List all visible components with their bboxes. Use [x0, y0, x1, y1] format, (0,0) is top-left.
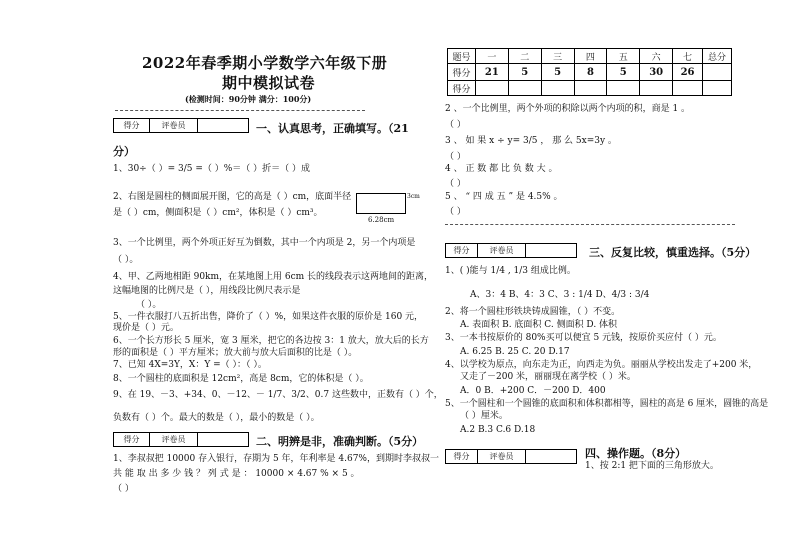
s1-q3-line2: （ ）。 [113, 255, 139, 265]
score-table-blank [703, 81, 732, 96]
s3-q4-options: A．0 B．+200 C．－200 D．400 [460, 386, 606, 396]
score-table-header: 七 [673, 49, 703, 64]
s1-q5-line1: 5、一件衣服打八五折出售，降价了（ ）%，如果这件衣服的原价是 160 元， [113, 312, 424, 322]
section1-title-cont: 分） [113, 145, 135, 158]
score-box-label-score: 得分 [446, 244, 478, 257]
exam-subtitle: 期中模拟试卷 [222, 74, 316, 92]
score-box-blank [526, 450, 576, 463]
s1-q6-line1: 6、一个长方形长 5 厘米，宽 3 厘米，把它的各边按 3：1 放大，放大后的长方 [113, 336, 429, 346]
s1-q4-line1: 4、甲、乙两地相距 90km，在某地图上用 6cm 长的线段表示这两地间的距离， [113, 272, 434, 282]
s2-q4-line1: 4 、 正 数 都 比 负 数 大 。 [445, 164, 558, 174]
s3-q4-line1: 4、以学校为原点，向东走为正，向西走为负。丽丽从学校出发走了+200 米， [445, 360, 758, 370]
score-table-value [703, 64, 732, 81]
s1-q2-line1: 2、右图是圆柱的侧面展开图，它的高是（ ）cm，底面半径 [113, 192, 352, 202]
score-box-blank [198, 433, 248, 446]
score-table-header: 二 [508, 49, 541, 64]
score-table-value: 26 [673, 64, 703, 81]
score-box-section4 [445, 449, 577, 464]
s1-q3-line1: 3、一个比例里，两个外项正好互为倒数，其中一个内项是 2，另一个内项是 [113, 238, 416, 248]
score-table-row-label: 得分 [448, 81, 476, 96]
score-table-blank [541, 81, 574, 96]
divider-right [445, 224, 735, 225]
s2-q2-line1: 2 、一个比例里，两个外项的积除以两个内项的积，商是 1 。 [445, 104, 691, 114]
s3-q2: 2、将一个圆柱形铁块铸成圆锥，（ ）不变。 [445, 307, 621, 317]
score-table-header: 五 [607, 49, 640, 64]
score-table-blank [475, 81, 508, 96]
score-table-value: 21 [475, 64, 508, 81]
s2-q1-line2: 共 能 取 出 多 少 钱 ？ 列 式 是 ： 10000 × 4.67 % × 5 。 [113, 469, 360, 479]
score-table [447, 48, 732, 96]
s1-q9-line2: 负数有（ ）个。最大的数是（ ），最小的数是（ ）。 [113, 413, 320, 423]
s2-q1-answer: （ ） [113, 484, 134, 494]
cylinder-net-rectangle [356, 193, 406, 214]
s2-q3-line1: 3 、 如 果 x ÷ y= 3/5 ， 那 么 5x=3y 。 [445, 136, 617, 146]
score-table-value: 30 [640, 64, 673, 81]
s1-q7: 7、已知 4X=3Y，X：Y =（ ）：（ ）。 [113, 360, 267, 370]
score-table-value: 5 [607, 64, 640, 81]
divider-top-left [115, 110, 365, 111]
exam-title: 2022年春季期小学数学六年级下册 [142, 54, 388, 72]
s3-q5-line2: （ ）厘米。 [460, 411, 508, 421]
s2-q4-line2: （ ） [445, 179, 466, 189]
score-table-row-label: 得分 [448, 64, 476, 81]
score-table-header-row [448, 49, 732, 64]
s3-q2-options: A. 表面积 B. 底面积 C. 侧面积 D. 体积 [460, 320, 618, 330]
s1-q1: 1、30÷（ ）= 3/5 =（ ）%＝（ ）折＝（ ）成 [113, 164, 311, 174]
s1-q8: 8、一个圆柱的底面积是 12cm²，高是 8cm，它的体积是（ ）。 [113, 374, 369, 384]
s2-q2-line2: （ ） [445, 120, 466, 130]
s3-q5-options: A.2 B.3 C.6 D.18 [460, 425, 536, 435]
score-box-blank [526, 244, 576, 257]
score-table-value: 5 [541, 64, 574, 81]
cylinder-net-height-label: 3cm [407, 193, 420, 200]
score-table-header: 一 [475, 49, 508, 64]
s3-q1: 1、( )能与 1/4 , 1/3 组成比例。 [445, 266, 576, 276]
s1-q2-line2: 是（ ）cm，侧面积是（ ）cm²，体积是（ ）cm³。 [113, 208, 323, 218]
score-box-label-score: 得分 [114, 433, 150, 446]
s2-q1-line1: 1、李叔叔把 10000 存入银行，存期为 5 年，年利率是 4.67%，到期时李叔叔一 [113, 454, 439, 464]
score-table-value: 5 [508, 64, 541, 81]
s2-q5-line2: （ ） [445, 207, 466, 217]
s1-q4-line2: 这幅地图的比例尺是（ ），用线段比例尺表示是 [113, 286, 301, 296]
s1-q4-line3: （ ）。 [136, 300, 162, 310]
score-box-label-grader: 评卷员 [150, 119, 198, 132]
s3-q1-options: A、3：4 B、4：3 C、3 : 1/4 D、4/3 : 3/4 [470, 290, 650, 300]
score-table-header: 六 [640, 49, 673, 64]
score-table-value: 8 [574, 64, 607, 81]
score-table-blank [673, 81, 703, 96]
exam-info: (检测时间：90分钟 满分：100分) [185, 94, 312, 104]
score-table-header: 三 [541, 49, 574, 64]
score-table-header: 四 [574, 49, 607, 64]
section4-title: 四、操作题。（8分） [585, 447, 687, 460]
s2-q3-line2: （ ） [445, 152, 466, 162]
score-box-label-grader: 评卷员 [478, 244, 526, 257]
score-box-section3 [445, 243, 577, 258]
score-table-blank [607, 81, 640, 96]
section3-title: 三、反复比较，慎重选择。（5分） [589, 246, 757, 259]
score-box-label-grader: 评卷员 [150, 433, 198, 446]
s2-q5-line1: 5 、 “ 四 成 五 ” 是 4.5% 。 [445, 192, 563, 202]
score-table-values-row [448, 64, 732, 81]
s1-q9-line1: 9、在 19、－3、+34、0、－12、－ 1/7、3/2、0.7 这些数中，正数有（ ）个， [113, 390, 443, 400]
s1-q6-line2: 形的面积是（ ）平方厘米；放大前与放大后面积的比是（ ）。 [113, 348, 358, 358]
score-table-blank [508, 81, 541, 96]
s1-q5-line2: 现价是（ ）元。 [113, 323, 179, 333]
score-box-section1 [113, 118, 249, 133]
score-box-section2 [113, 432, 249, 447]
s3-q5-line1: 5、一个圆柱和一个圆锥的底面积和体积都相等，圆柱的高是 6 厘米，圆锥的高是 [445, 399, 769, 409]
score-table-header: 题号 [448, 49, 476, 64]
section2-title: 二、明辨是非，准确判断。（5分） [256, 435, 424, 448]
score-table-header: 总分 [703, 49, 732, 64]
score-box-blank [198, 119, 248, 132]
s3-q4-line2: 又走了－200 米，丽丽现在离学校（ ）米。 [460, 372, 636, 382]
s3-q3: 3、一本书按原价的 80%买可以便宜 5 元钱，按原价买应付（ ）元。 [445, 333, 722, 343]
score-box-label-grader: 评卷员 [478, 450, 526, 463]
score-table-blank [640, 81, 673, 96]
score-box-label-score: 得分 [114, 119, 150, 132]
section1-title: 一、认真思考，正确填写。（21 [256, 122, 409, 135]
score-table-scores-row [448, 81, 732, 96]
s3-q3-options: A. 6.25 B. 25 C. 20 D.17 [460, 347, 570, 357]
score-box-label-score: 得分 [446, 450, 478, 463]
cylinder-net-width-label: 6.28cm [368, 216, 395, 224]
s4-q1: 1、按 2:1 把下面的三角形放大。 [585, 461, 719, 471]
score-table-blank [574, 81, 607, 96]
